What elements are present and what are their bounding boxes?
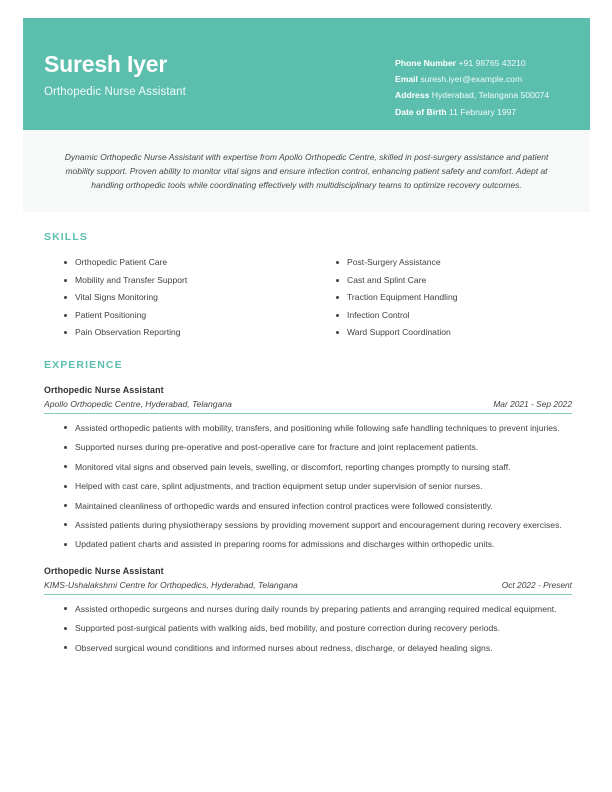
- summary-section: [23, 130, 590, 212]
- skill-item: [316, 274, 572, 292]
- experience-company: Apollo Orthopedic Centre, Hyderabad, Telangana: [44, 398, 232, 409]
- experience-meta: [44, 399, 572, 414]
- candidate-job-title: Orthopedic Nurse Assistant: [44, 86, 186, 99]
- skills-list: [44, 256, 572, 344]
- experience-bullet: [44, 422, 572, 434]
- experience-bullet: [44, 538, 572, 550]
- experience-entry: [44, 385, 572, 551]
- skill-item: [316, 256, 572, 274]
- experience-bullet: [44, 461, 572, 473]
- bullet-dot-icon: [64, 279, 67, 282]
- bullet-dot-icon: [64, 296, 67, 299]
- contact-address-label: Address: [395, 90, 430, 101]
- bullet-dot-icon: [64, 261, 67, 264]
- experience-company: KIMS-Ushalakshmi Centre for Orthopedics, Hyderabad, Telangana: [44, 579, 298, 590]
- summary-text: Dynamic Orthopedic Nurse Assistant with expertise from Apollo Orthopedic Centre, skilled in post-surgery assistance and patient mobility support. Proven ability to monitor vital signs and ensure infection control, enhancing patient safety and comfort. Adept at handling orthopedic tools while coordinating effectively with multidisciplinary teams to optimize recovery outcomes.: [64, 151, 549, 190]
- experience-bullet-text: Assisted orthopedic surgeons and nurses during daily rounds by preparing patients and arranging required medical equipment.: [75, 603, 557, 614]
- contact-email-value[interactable]: suresh.iyer@example.com: [420, 74, 523, 85]
- contact-email-label: Email: [395, 74, 418, 85]
- experience-bullet: [44, 500, 572, 512]
- experience-bullet-text: Helped with cast care, splint adjustments, and traction equipment setup under supervision of senior nurses.: [75, 481, 483, 492]
- skill-item: [44, 291, 300, 309]
- experience-meta: [44, 580, 572, 595]
- contact-phone-value[interactable]: +91 98765 43210: [458, 58, 526, 68]
- experience-entry: [44, 566, 572, 654]
- skill-label: Cast and Splint Care: [347, 274, 427, 285]
- experience-bullet-text: Assisted patients during physiotherapy sessions by providing movement support and encouragement during recovery exercises.: [75, 520, 562, 531]
- experience-bullet: [44, 441, 572, 453]
- resume-header: [23, 18, 590, 130]
- candidate-name: Suresh Iyer: [44, 51, 168, 77]
- skill-item: [44, 309, 300, 327]
- skill-label: Patient Positioning: [75, 309, 147, 320]
- bullet-dot-icon: [64, 446, 67, 449]
- skill-label: Infection Control: [347, 309, 410, 320]
- experience-dates: Oct 2022 - Present: [501, 579, 572, 590]
- skill-label: Orthopedic Patient Care: [75, 257, 168, 267]
- experience-bullet-text: Monitored vital signs and observed pain levels, swelling, or discomfort, reporting changes promptly to nursing staff.: [75, 461, 511, 472]
- bullet-dot-icon: [336, 331, 339, 334]
- bullet-dot-icon: [64, 504, 67, 507]
- contact-dob-label: Date of Birth: [395, 106, 447, 117]
- experience-bullet-text: Observed surgical wound conditions and informed nurses about redness, discharge, or delayed healing signs.: [75, 642, 493, 653]
- bullet-dot-icon: [336, 314, 339, 317]
- bullet-dot-icon: [64, 543, 67, 546]
- experience-bullet: [44, 480, 572, 492]
- skill-item: [316, 309, 572, 327]
- bullet-dot-icon: [64, 523, 67, 526]
- skill-label: Ward Support Coordination: [347, 327, 451, 337]
- bullet-dot-icon: [336, 279, 339, 282]
- skill-label: Mobility and Transfer Support: [75, 274, 188, 285]
- experience-section: [44, 359, 572, 654]
- experience-bullet-text: Assisted orthopedic patients with mobility, transfers, and positioning while following safe handling techniques to prevent injuries.: [75, 422, 560, 433]
- skill-label: Post-Surgery Assistance: [347, 257, 441, 267]
- experience-role: Orthopedic Nurse Assistant: [44, 565, 164, 576]
- experience-bullet-text: Supported post-surgical patients with walking aids, bed mobility, and posture correction during recovery periods.: [75, 623, 500, 634]
- bullet-dot-icon: [64, 646, 67, 649]
- bullet-dot-icon: [336, 261, 339, 264]
- contact-phone-label: Phone Number: [395, 58, 457, 68]
- contact-email: [395, 74, 549, 85]
- bullet-dot-icon: [64, 314, 67, 317]
- experience-bullets: [44, 603, 572, 654]
- skill-label: Traction Equipment Handling: [347, 292, 458, 302]
- contact-dob-value: 11 February 1997: [448, 106, 517, 117]
- contact-address: [395, 90, 549, 101]
- skill-item: [44, 326, 300, 344]
- bullet-dot-icon: [64, 485, 67, 488]
- experience-bullet: [44, 622, 572, 634]
- skill-label: Vital Signs Monitoring: [75, 292, 158, 302]
- experience-bullet: [44, 603, 572, 615]
- experience-bullet-text: Supported nurses during pre-operative and post-operative care for fracture and joint replacement patients.: [75, 442, 479, 453]
- skill-item: [44, 256, 300, 274]
- bullet-dot-icon: [64, 426, 67, 429]
- bullet-dot-icon: [64, 331, 67, 334]
- contact-address-value: Hyderabad, Telangana 500074: [431, 90, 550, 101]
- experience-bullet-text: Maintained cleanliness of orthopedic wards and ensured infection control practices were followed consistently.: [75, 500, 493, 511]
- skill-item: [316, 326, 572, 344]
- experience-dates: Mar 2021 - Sep 2022: [493, 398, 572, 409]
- experience-heading: EXPERIENCE: [44, 359, 123, 371]
- contact-dob: [395, 107, 549, 118]
- skill-label: Pain Observation Reporting: [75, 327, 181, 337]
- bullet-dot-icon: [64, 627, 67, 630]
- identity-block: [44, 52, 186, 98]
- bullet-dot-icon: [64, 607, 67, 610]
- bullet-dot-icon: [336, 296, 339, 299]
- skills-section: [44, 231, 572, 344]
- skills-heading: SKILLS: [44, 231, 88, 243]
- experience-role: Orthopedic Nurse Assistant: [44, 385, 164, 395]
- experience-bullet: [44, 519, 572, 531]
- experience-bullet-text: Updated patient charts and assisted in preparing rooms for admissions and discharges within orthopedic units.: [75, 539, 495, 550]
- skill-item: [44, 274, 300, 292]
- experience-bullets: [44, 422, 572, 551]
- experience-bullet: [44, 642, 572, 654]
- contact-phone: [395, 58, 549, 69]
- skill-item: [316, 291, 572, 309]
- contact-details: [395, 58, 549, 117]
- bullet-dot-icon: [64, 465, 67, 468]
